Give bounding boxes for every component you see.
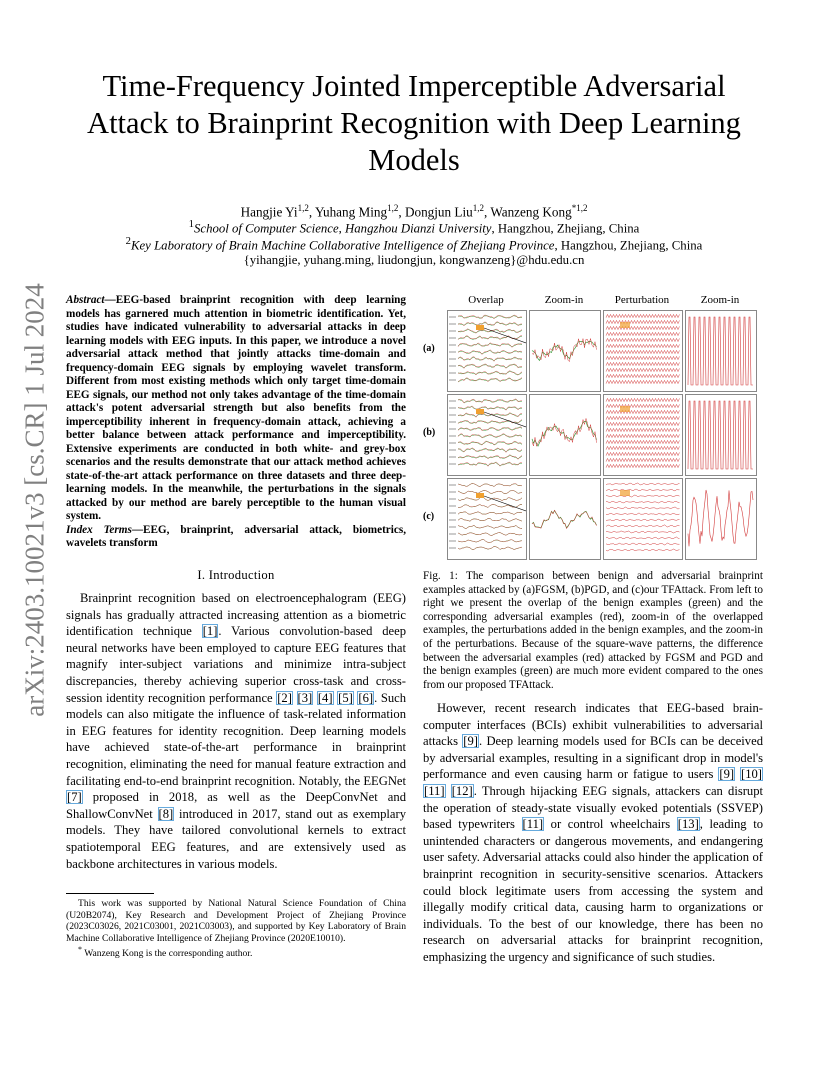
index-terms: Index Terms—EEG, brainprint, adversarial attack, biometrics, wavelets transform bbox=[66, 523, 406, 549]
citation-link[interactable]: [11] bbox=[424, 783, 445, 798]
eeg-plot bbox=[530, 479, 600, 559]
figure-column-header: Perturbation bbox=[614, 294, 670, 306]
figure-column-header: Zoom-in bbox=[700, 294, 740, 306]
abstract: Abstract—EEG-based brainprint recognition with deep learning models has garnered much attention in biometric identification. Yet, studies have indicated vulnerability to adversarial attacks in deep learning models with EEG inputs. In this paper, we introduce a novel adversarial attack method that jointly attacks time-domain and frequency-domain EEG signals by employing wavelet transform. Different from most existing methods which only target time-domain EEG signals, our method not only takes advantage of the time-domain attack's potent adversarial strength but also benefits from the imperceptibility inherent in frequency-domain attack, achieving a better balance between attack performance and imperceptibility. Extensive experiments are conducted in both white- and grey-box scenarios and the results demonstrate that our attack method achieves state-of-the-art attack performance on three datasets and three deep-learning models. In the meanwhile, the perturbations in the signals attacked by our method are barely perceptible to the human visual system. bbox=[66, 294, 406, 522]
figure-row-label: (a) bbox=[423, 343, 435, 354]
figure-1 bbox=[423, 294, 763, 562]
paper-title: Time-Frequency Jointed Imperceptible Adversarial Attack to Brainprint Recognition with Deep Learning Models bbox=[87, 69, 741, 177]
figure-panel bbox=[447, 478, 527, 560]
affiliation-2: $^2$Key Laboratory of Brain Machine Collaborative Intelligence of Zhejiang Province, Hangzhou, Zhejiang, China bbox=[125, 236, 703, 253]
figure-column-header: Overlap bbox=[468, 294, 504, 306]
citation-link[interactable]: [11] bbox=[522, 817, 544, 832]
citation-link[interactable]: [9] bbox=[463, 734, 478, 749]
figure-panel bbox=[529, 310, 601, 392]
figure-caption: Fig. 1: The comparison between benign and adversarial brainprint examples attacked by (a)FGSM, (b)PGD, and (c)our TFAttack. From left to right we present the overlap of the benign examples (green) and the corresponding adversarial examples (red), zoom-in of the overlapped examples, the perturbations added in the benign examples, and the zoom-in of the perturbations. Because of the square-wave patterns, the difference between the adversarial examples (red) attacked by FGSM and PGD and the benign examples (green) are much more evident compared to the ones from our proposed TFAttack. bbox=[423, 570, 763, 691]
figure-panel bbox=[529, 478, 601, 560]
figure-panel bbox=[447, 310, 527, 392]
section-heading-introduction: I. Introduction bbox=[197, 567, 275, 582]
author-list: Hangjie Yi$^{1,2}$, Yuhang Ming$^{1,2}$, Dongjun Liu$^{1,2}$, Wanzeng Kong$^{*1,2}$ bbox=[240, 203, 588, 220]
eeg-plot bbox=[686, 311, 756, 391]
arxiv-identifier: arXiv:2403.10021v3 [cs.CR] 1 Jul 2024 bbox=[19, 283, 50, 717]
citation-link[interactable]: [6] bbox=[358, 690, 374, 705]
citation-link[interactable]: [13] bbox=[677, 817, 699, 832]
eeg-plot bbox=[604, 311, 682, 391]
eeg-plot bbox=[686, 479, 756, 559]
citation-link[interactable]: [3] bbox=[297, 690, 313, 705]
affiliation-1: $^1$School of Computer Science, Hangzhou Dianzi University, Hangzhou, Zhejiang, China bbox=[188, 219, 640, 236]
citation-link[interactable]: [10] bbox=[741, 767, 762, 782]
figure-panel bbox=[685, 478, 757, 560]
funding-footnote: This work was supported by National Natural Science Foundation of China (U20B2074), Key Research and Development Project of Zhejiang Province (2023C03026, 2021C03001, 2021C03003), and supported by Key Laboratory of Brain Machine Collaborative Intelligence of Zhejiang Province (2020E10010). bbox=[66, 898, 406, 944]
footnote-rule bbox=[66, 893, 154, 894]
eeg-plot bbox=[530, 311, 600, 391]
figure-row-label: (b) bbox=[423, 427, 436, 438]
body-paragraph: However, recent research indicates that EEG-based brain-computer interfaces (BCIs) exhibit vulnerabilities to adversarial attacks [9]. Deep learning models used for BCIs can be deceived by adversarial examples, resulting in a significant drop in model's performance and even causing harm or fatigue to users [9] [10] [11] [12]. Through hijacking EEG signals, attackers can disrupt the operation of steady-state visually evoked potentials (SSVEP) based typewriters [11] or control wheelchairs [13], leading to unintended characters or dangerous movements, and endangering user safety. Adversarial attacks could also hinder the application of brainprint recognition in security-sensitive scenarios. Attackers could block legitimate users from accessing the system and illegally modify critical data, causing harm to organizations or individuals. To the best of our knowledge, there has been no research on adversarial attacks for brainprint recognition, emphasizing the urgency and significance of such studies. bbox=[423, 701, 764, 964]
citation-link[interactable]: [9] bbox=[719, 767, 735, 782]
citation-link[interactable]: [5] bbox=[338, 690, 353, 705]
citation-link[interactable]: [12] bbox=[451, 783, 473, 798]
eeg-plot bbox=[604, 395, 682, 475]
figure-panel bbox=[685, 394, 757, 476]
citation-link[interactable]: [2] bbox=[277, 690, 292, 705]
figure-panel bbox=[603, 478, 683, 560]
citation-link[interactable]: [7] bbox=[67, 790, 82, 805]
citation-link[interactable]: [8] bbox=[158, 806, 174, 821]
figure-row-label: (c) bbox=[423, 511, 435, 522]
intro-paragraph: Brainprint recognition based on electroencephalogram (EEG) signals has gradually attracted increasing attention as a biometric identification technique [1]. Various convolution-based deep neural networks have been employed to capture EEG features that magnify inter-subject variations and minimize intra-subject discrepancies, thereby achieving superior cross-task and cross-session identity recognition performance [2] [3] [4] [5] [6]. Such models can also mitigate the influence of task-related information in EEG features for identity recognition. Deep learning models have achieved state-of-the-art performance in brainprint recognition, eliminating the need for manual feature extraction and facilitating end-to-end brainprint recognition. Notably, the EEGNet [7] proposed in 2018, as well as the DeepConvNet and ShallowConvNet [8] introduced in 2017, stand out as exemplary models. They have tailored convolutional kernels to extract spatiotemporal EEG features, and are extensively used as backbone architectures in various models. bbox=[66, 591, 407, 871]
eeg-plot bbox=[604, 479, 682, 559]
footnotes bbox=[66, 898, 406, 960]
eeg-plot bbox=[448, 311, 526, 391]
eeg-plot bbox=[530, 395, 600, 475]
figure-panel bbox=[447, 394, 527, 476]
figure-panel bbox=[685, 310, 757, 392]
eeg-plot bbox=[448, 479, 526, 559]
corresponding-author-footnote: * Wanzeng Kong is the corresponding author. bbox=[78, 945, 253, 960]
citation-link[interactable]: [4] bbox=[317, 690, 333, 705]
eeg-plot bbox=[686, 395, 756, 475]
figure-panel bbox=[603, 394, 683, 476]
figure-panel bbox=[603, 310, 683, 392]
right-column bbox=[423, 700, 763, 966]
left-column bbox=[66, 294, 406, 872]
citation-link[interactable]: [1] bbox=[202, 624, 218, 639]
figure-column-header: Zoom-in bbox=[544, 294, 584, 306]
eeg-plot bbox=[448, 395, 526, 475]
author-emails: {yihangjie, yuhang.ming, liudongjun, kongwanzeng}@hdu.edu.cn bbox=[243, 253, 585, 267]
figure-panel bbox=[529, 394, 601, 476]
